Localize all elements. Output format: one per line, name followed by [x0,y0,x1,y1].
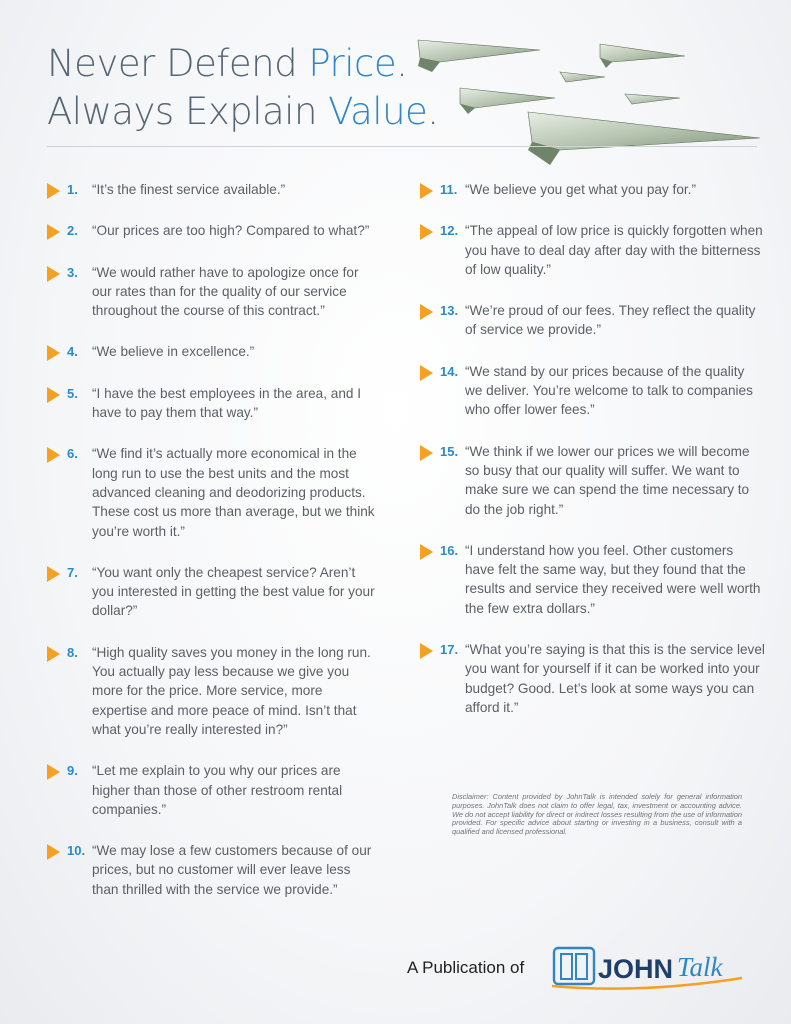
title-highlight-price: Price [308,42,397,85]
list-item: 17. “What you’re saying is that this is the service level you want for yourself if it can be worked into your budget? Good. Let’s look at some ways you can afford it.” [420,640,765,717]
list-item: 1. “It’s the finest service available.” [47,180,377,199]
left-column [47,180,377,899]
title-highlight-value: Value [328,90,428,133]
orange-triangle-icon [420,365,433,381]
list-item: 7. “You want only the cheapest service? Aren’t you interested in getting the best value for your dollar?” [47,563,377,621]
orange-triangle-icon [47,345,60,361]
plane-3 [560,72,605,82]
plane-1 [418,40,540,72]
orange-triangle-icon [47,224,60,240]
plane-4 [460,88,555,114]
list-item: 9. “Let me explain to you why our prices are higher than those of other restroom rental companies.” [47,761,377,819]
orange-triangle-icon [47,387,60,403]
plane-5 [625,94,680,104]
list-item: 16. “I understand how you feel. Other customers have felt the same way, but they found that the results and service they received were well worth the few extra dollars.” [420,541,765,618]
list-item: 5. “I have the best employees in the area, and I have to pay them that way.” [47,384,377,423]
johntalk-logo [550,942,750,992]
list-item: 4. “We believe in excellence.” [47,342,377,361]
list-item: 8. “High quality saves you money in the long run. You actually pay less because we give you more for the price. More service, more expertise and more peace of mind. Isn’t that what you’re really interested in?” [47,643,377,739]
orange-triangle-icon [420,445,433,461]
orange-triangle-icon [420,643,433,659]
orange-triangle-icon [47,266,60,282]
orange-triangle-icon [420,224,433,240]
list-item: 10. “We may lose a few customers because of our prices, but no customer will ever leave less than thrilled with the service we provide.” [47,841,377,899]
orange-triangle-icon [47,566,60,582]
title-line-2: Always Explain Value. [47,90,439,133]
orange-triangle-icon [47,646,60,662]
list-item: 6. “We find it’s actually more economical in the long run to use the best units and the most advanced cleaning and deodorizing products. These cost us more than average, but we think you’re worth it.” [47,444,377,540]
list-item: 15. “We think if we lower our prices we will become so busy that our quality will suffer. We want to make sure we can spend the time necessary to do the job right.” [420,442,765,519]
logo-talk-text: Talk [677,952,723,982]
list-item: 3. “We would rather have to apologize once for our rates than for the quality of our service throughout the course of this contract.” [47,263,377,321]
right-column [420,180,765,717]
orange-triangle-icon [47,183,60,199]
orange-triangle-icon [420,304,433,320]
list-item: 12. “The appeal of low price is quickly forgotten when you have to deal day after day with the bitterness of low quality.” [420,221,765,279]
publication-label: A Publication of [407,958,525,977]
title-line-1: Never Defend Price. [47,42,408,85]
logo-john-text: JOHN [598,954,674,984]
disclaimer: Disclaimer: Content provided by JohnTalk is intended solely for general information purposes. JohnTalk does not claim to offer legal, tax, investment or accounting advice. We do not accept liability for direct or indirect losses resulting from the use of information provided. For specific advice about starting or investing in a business, consult with a qualified and licensed professional. [452,792,742,837]
orange-triangle-icon [47,447,60,463]
paper-airplane-money-icon [0,0,791,200]
orange-triangle-icon [47,764,60,780]
orange-triangle-icon [420,544,433,560]
title-divider [47,146,757,147]
list-item: 13. “We’re proud of our fees. They reflect the quality of service we provide.” [420,301,765,340]
plane-6 [528,112,760,165]
list-item: 14. “We stand by our prices because of the quality we deliver. You’re welcome to talk to companies who offer lower fees.” [420,362,765,420]
orange-triangle-icon [420,183,433,199]
restroom-unit-icon [554,948,594,984]
plane-2 [600,44,685,68]
list-item: 11. “We believe you get what you pay for.” [420,180,765,199]
orange-triangle-icon [47,844,60,860]
list-item: 2. “Our prices are too high? Compared to what?” [47,221,377,240]
